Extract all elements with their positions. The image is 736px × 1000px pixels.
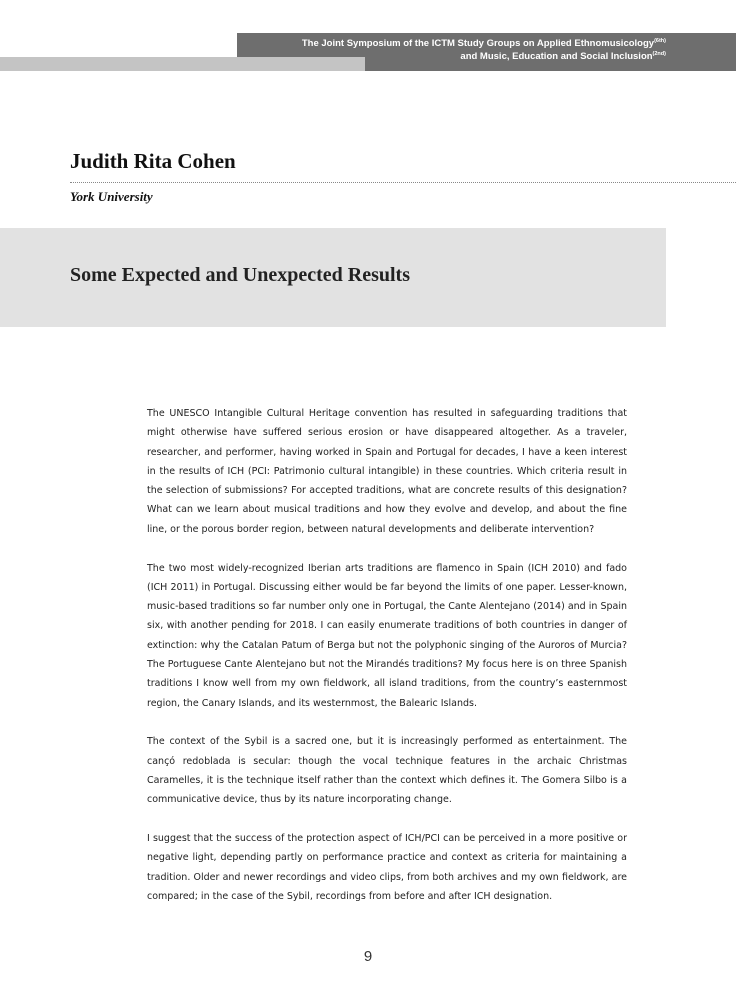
header-accent-bar: [0, 57, 365, 71]
author-name: Judith Rita Cohen: [70, 149, 236, 173]
running-header-line-1: [302, 38, 666, 49]
paragraph: I suggest that the success of the protection aspect of ICH/PCI can be perceived in a more positive or negative light, depending partly on performance practice and context as criteria for maintaining a tradition. Older and newer recordings and video clips, from both archives and my own fieldwork, are compared; in the case of the Sybil, recordings from before and after ICH designation.: [147, 833, 627, 903]
dotted-divider: [70, 182, 736, 183]
page-number: 9: [363, 948, 373, 965]
abstract-body: [147, 404, 627, 926]
running-header-line-2: [460, 51, 666, 62]
author-affiliation: York University: [70, 189, 153, 204]
paper-title: Some Expected and Unexpected Results: [70, 264, 410, 286]
paragraph: The UNESCO Intangible Cultural Heritage convention has resulted in safeguarding traditions that might otherwise have suffered serious erosion or have disappeared altogether. As a traveler, researcher, and performer, having worked in Spain and Portugal for decades, I have a keen interest in the results of ICH (PCI: Patrimonio cultural intangible) in these countries. Which criteria result in the selection of submissions? For accepted traditions, what are concrete results of this designation? What can we learn about musical traditions and how they evolve and develop, and about the fine line, or the porous border region, between natural developments and deliberate intervention?: [147, 408, 627, 535]
running-header-line-1-text: The Joint Symposium of the ICTM Study Groups on Applied Ethnomusicology: [301, 38, 655, 49]
paragraph: The context of the Sybil is a sacred one, but it is increasingly performed as entertainment. The cançó redoblada is secular: though the vocal technique features in the archaic Christmas Caramelles, it is the technique itself rather than the context which defines it. The Gomera Silbo is a communicative device, thus by its nature incorporating change.: [147, 736, 627, 806]
running-header-line-2-text: and Music, Education and Social Inclusion: [460, 51, 653, 62]
running-header-line-2-sup: (2nd): [652, 51, 666, 57]
running-header-line-1-sup: (6th): [654, 38, 666, 44]
paragraph: The two most widely-recognized Iberian arts traditions are flamenco in Spain (ICH 2010) and fado (ICH 2011) in Portugal. Discussing either would be far beyond the limits of one paper. Lesser-known, music-based traditions so far number only one in Portugal, the Cante Alentejano (2014) and in Spain six, with another pending for 2018. I can easily enumerate traditions of both countries in danger of extinction: why the Catalan Patum of Berga but not the polyphonic singing of the Auroros of Murcia? The Portuguese Cante Alentejano but not the Mirandés traditions? My focus here is on three Spanish traditions I know well from my own fieldwork, all island traditions, from the country’s easternmost region, the Canary Islands, and its westernmost, the Balearic Islands.: [147, 562, 627, 709]
